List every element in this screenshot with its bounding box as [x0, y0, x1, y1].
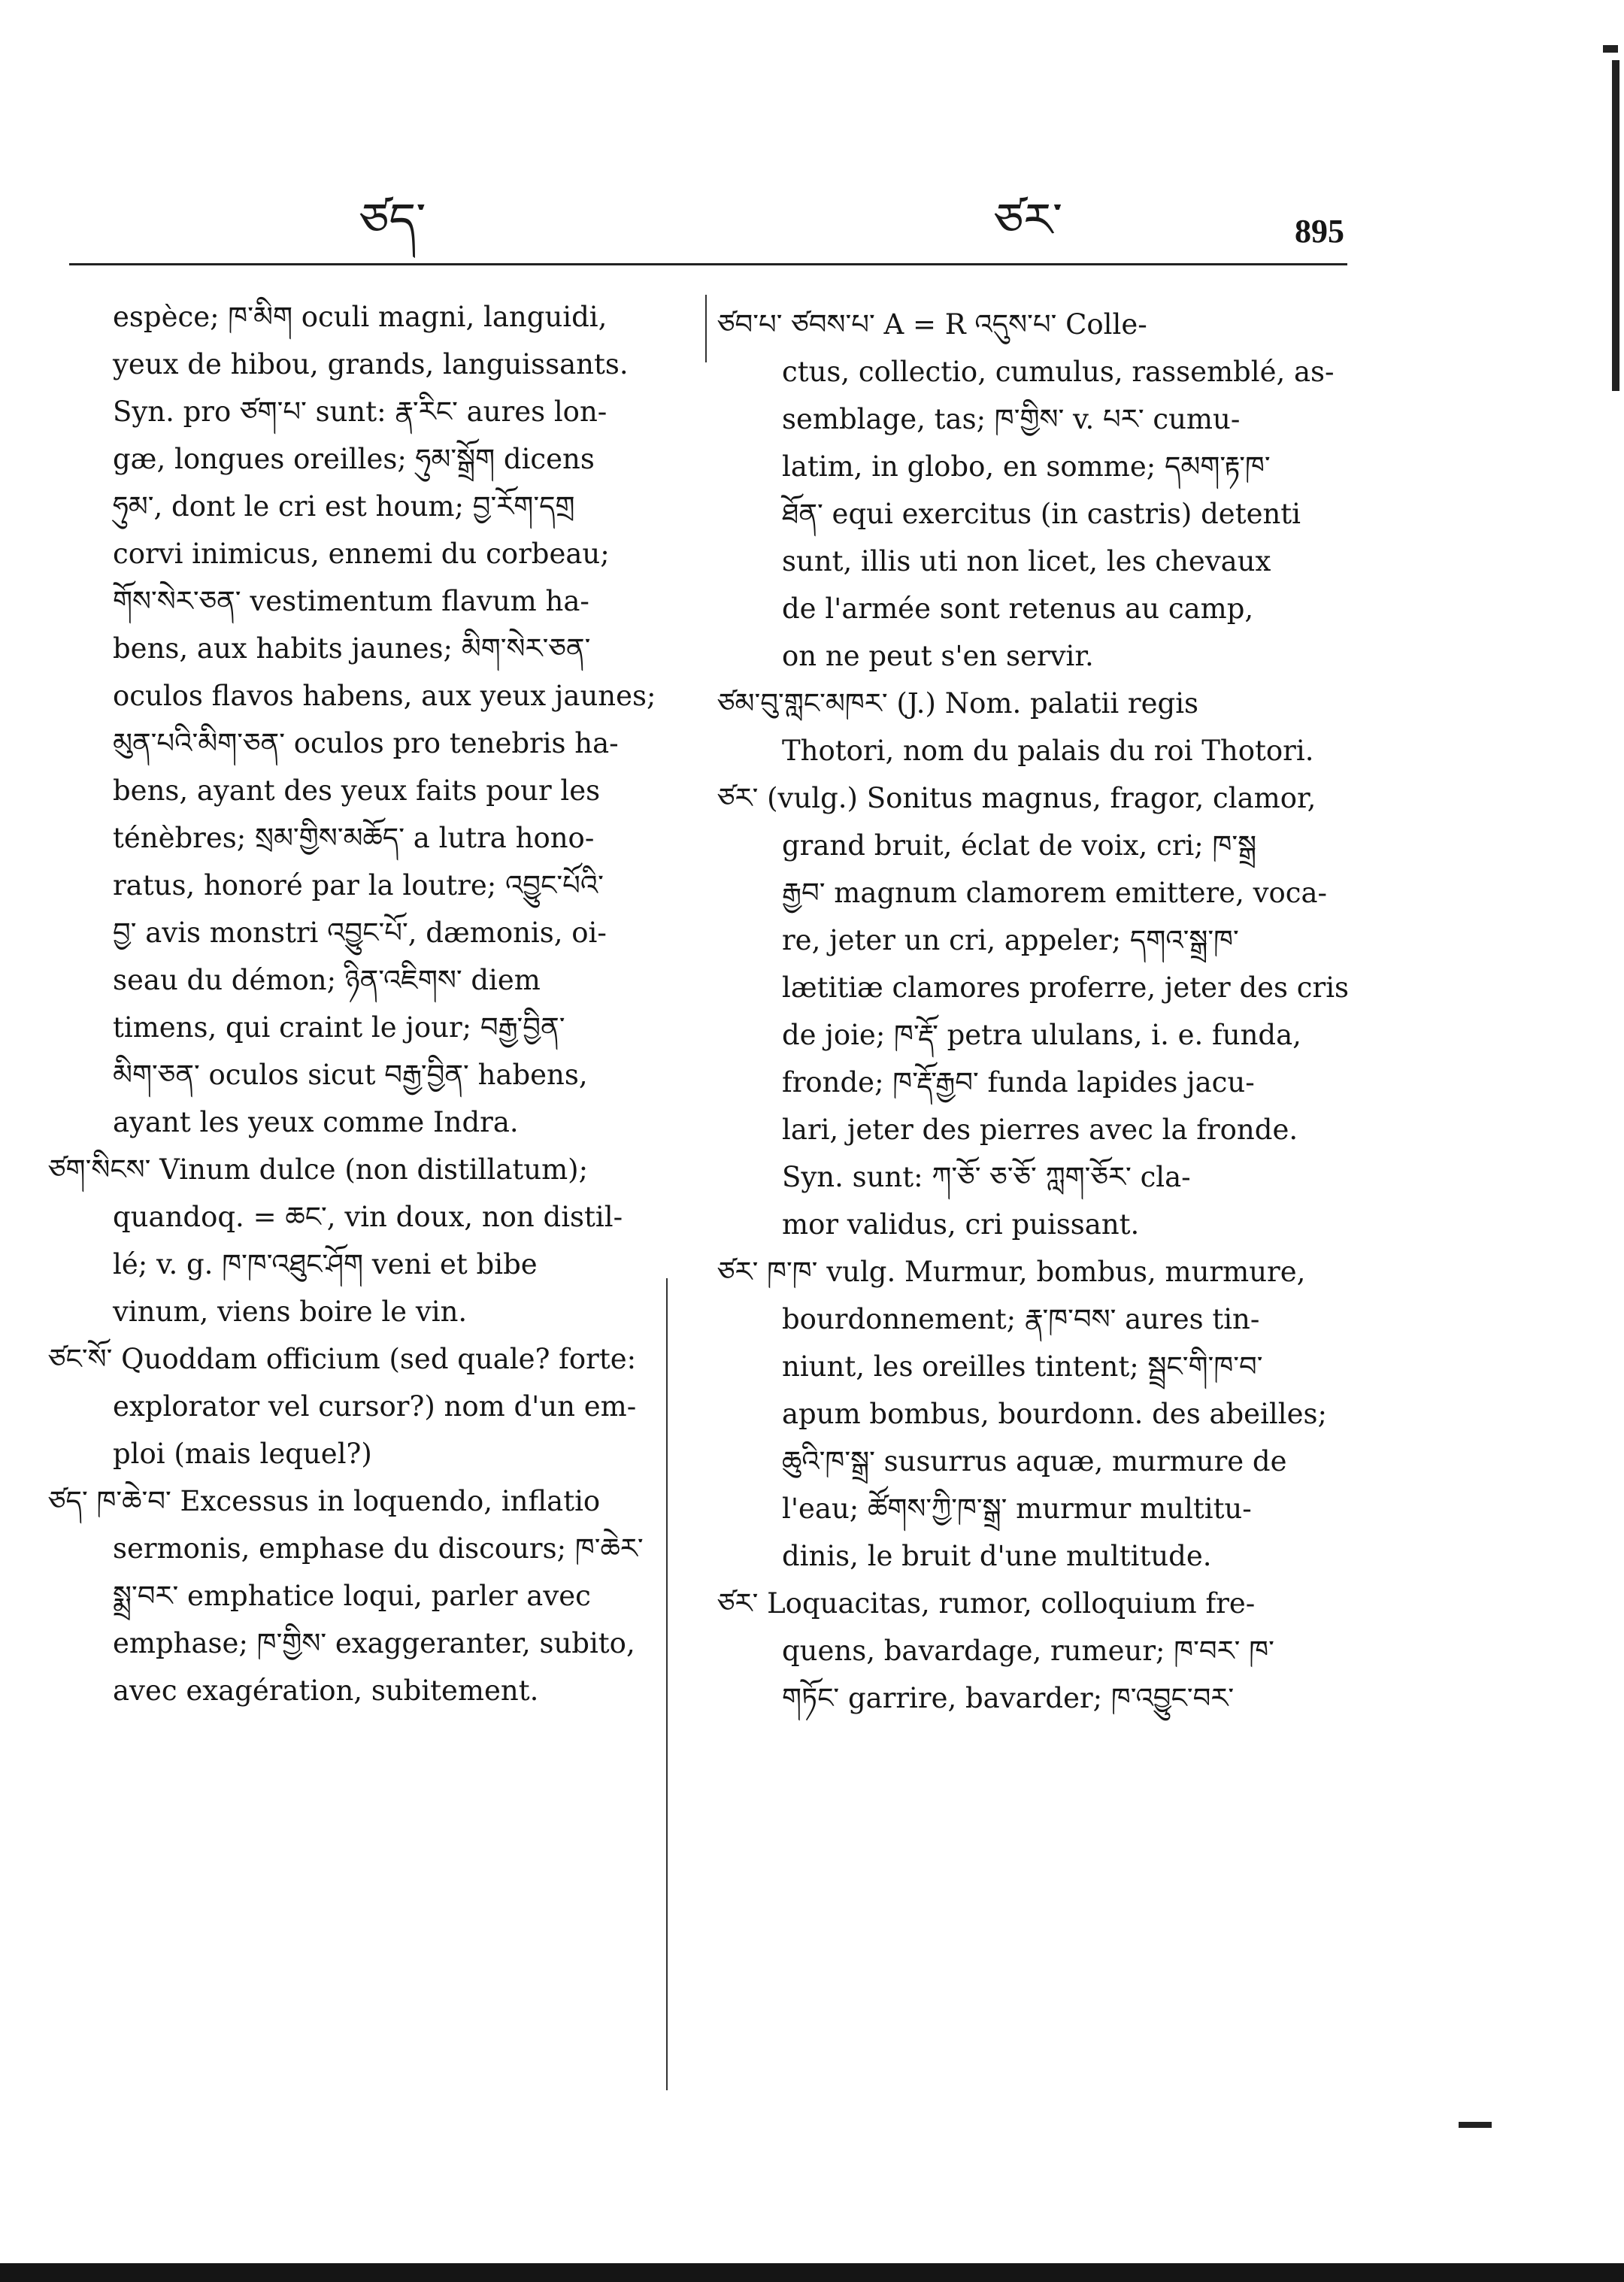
entry-line: de joie; ཁ་རྡོ་ petra ululans, i. e. funda,: [782, 1019, 1301, 1051]
entry-line: fronde; ཁ་རྡོ་རྒྱབ་ funda lapides jacu-: [782, 1066, 1255, 1099]
column-divider-top: [705, 295, 707, 362]
entry-line: sermonis, emphase du discours; ཁ་ཆེར་: [113, 1532, 644, 1565]
entry-line: re, jeter un cri, appeler; དགའ་སྒྲ་ཁ་: [782, 924, 1239, 956]
entry-line: ཆུའི་ཁ་སྒྲ་ susurrus aquæ, murmure de: [782, 1445, 1287, 1477]
entry-line: གོས་སེར་ཅན་ vestimentum flavum ha-: [113, 585, 589, 617]
entry-line: avec exagération, subitement.: [113, 1674, 539, 1707]
entry-line: grand bruit, éclat de voix, cri; ཁ་སྒྲ: [782, 829, 1257, 862]
entry-line: ཙད་ ཁ་ཆེ་བ་ Excessus in loquendo, inflatio: [48, 1485, 601, 1517]
entry-line: gæ, longues oreilles; ཧུམ་སྒྲོག dicens: [113, 443, 595, 475]
left-column: [48, 293, 684, 1714]
entry-line: Syn. sunt: ཀ་ཅོ་ ཅ་ཅོ་ ཀླག་ཅོར་ cla-: [782, 1161, 1191, 1193]
entry-line: མིག་ཅན་ oculos sicut བརྒྱ་བྱིན་ habens,: [113, 1059, 588, 1091]
entry-line: l'eau; ཚོགས་ཀྱི་ཁ་སྒྲ་ murmur multitu-: [782, 1493, 1252, 1525]
edge-mark-lower: [1459, 2122, 1492, 2128]
edge-mark-right: [1612, 60, 1619, 391]
entry-line: གཏོང་ garrire, bavarder; ཁ་འབྱུང་བར་: [782, 1682, 1235, 1714]
entry-line: lari, jeter des pierres avec la fronde.: [782, 1114, 1298, 1146]
entry-line: timens, qui craint le jour; བརྒྱ་བྱིན་: [113, 1011, 565, 1044]
entry-line: dinis, le bruit d'une multitude.: [782, 1540, 1212, 1572]
entry-line: ratus, honoré par la loutre; འབྱུང་པོའི་: [113, 869, 604, 902]
right-column: [717, 301, 1353, 1722]
entry-line: ཐོན་ equi exercitus (in castris) detenti: [782, 498, 1301, 530]
entry-line: bens, aux habits jaunes; མིག་སེར་ཅན་: [113, 632, 591, 665]
entry-line: ཙབ་པ་ ཙབས་པ་ A = R འདུས་པ་ Colle-: [717, 308, 1147, 341]
entry-line: སྨྲ་བར་ emphatice loqui, parler avec: [113, 1580, 591, 1612]
entry-line: ténèbres; སྲམ་གྱིས་མཆོད་ a lutra hono-: [113, 822, 595, 854]
edge-mark-top: [1603, 45, 1618, 53]
header-headword-left: ཙད་: [359, 192, 426, 247]
entry-line: ཙར་ Loquacitas, rumor, colloquium fre-: [717, 1587, 1256, 1620]
entry-line: ཙམ་བུ་གླང་མཁར་ (J.) Nom. palatii regis: [717, 687, 1199, 720]
scan-bottom-edge: [0, 2263, 1624, 2282]
entry-line: bourdonnement; རྣ་ཁ་བས་ aures tin-: [782, 1303, 1260, 1335]
entry-line: explorator vel cursor?) nom d'un em-: [113, 1390, 637, 1423]
entry-line: on ne peut s'en servir.: [782, 640, 1094, 672]
entry-line: Thotori, nom du palais du roi Thotori.: [782, 735, 1314, 767]
entry-line: mor validus, cri puissant.: [782, 1208, 1140, 1241]
entry-line: latim, in globo, en somme; དམག་རྟ་ཁ་: [782, 450, 1271, 483]
entry-line: ཙག་སིངས་ Vinum dulce (non distillatum);: [48, 1153, 589, 1186]
entry-line: མུན་པའི་མིག་ཅན་ oculos pro tenebris ha-: [113, 727, 619, 759]
entry-line: ཙང་སོ་ Quoddam officium (sed quale? forte:: [48, 1343, 637, 1375]
entry-line: lé; v. g. ཁ་ཁ་འཐུང་ཤོག veni et bibe: [113, 1248, 538, 1280]
entry-line: semblage, tas; ཁ་གྱིས་ v. པར་ cumu-: [782, 403, 1241, 435]
entry-line: oculos flavos habens, aux yeux jaunes;: [113, 680, 656, 712]
entry-line: ཧུམ་, dont le cri est houm; བྱ་རོག་དགྲ: [113, 490, 575, 523]
entry-line: ploi (mais lequel?): [113, 1438, 372, 1470]
entry-line: ctus, collectio, cumulus, rassemblé, as-: [782, 356, 1335, 388]
header-headword-center: ཙར་: [994, 192, 1063, 247]
entry-line: Syn. pro ཙག་པ་ sunt: རྣ་རིང་ aures lon-: [113, 395, 607, 428]
entry-line: རྒྱབ་ magnum clamorem emittere, voca-: [782, 877, 1328, 909]
entry-line: seau du démon; ཉིན་འཇིགས་ diem: [113, 964, 541, 996]
entry-line: quandoq. = ཆང་, vin doux, non distil-: [113, 1201, 623, 1233]
entry-line: ཙར་ ཁ་ཁ་ vulg. Murmur, bombus, murmure,: [717, 1256, 1306, 1288]
entry-line: bens, ayant des yeux faits pour les: [113, 774, 601, 807]
entry-line: བྱ་ avis monstri འབྱུང་པོ་, dæmonis, oi-: [113, 917, 607, 949]
entry-line: emphase; ཁ་གྱིས་ exaggeranter, subito,: [113, 1627, 635, 1659]
entry-line: ayant les yeux comme Indra.: [113, 1106, 519, 1138]
entry-line: niunt, les oreilles tintent; སྦྲང་གི་ཁ་བ་: [782, 1350, 1263, 1383]
entry-line: apum bombus, bourdonn. des abeilles;: [782, 1398, 1327, 1430]
entry-line: corvi inimicus, ennemi du corbeau;: [113, 538, 610, 570]
entry-line: de l'armée sont retenus au camp,: [782, 592, 1254, 625]
page-number: 895: [1295, 213, 1344, 250]
entry-line: yeux de hibou, grands, languissants.: [113, 348, 629, 380]
entry-line: lætitiæ clamores proferre, jeter des cris: [782, 971, 1350, 1004]
entry-line: ཙར་ (vulg.) Sonitus magnus, fragor, clamor,: [717, 782, 1316, 814]
header-rule: [69, 263, 1347, 265]
entry-line: vinum, viens boire le vin.: [113, 1296, 468, 1328]
entry-line: quens, bavardage, rumeur; ཁ་བར་ ཁ་: [782, 1635, 1274, 1667]
entry-line: espèce; ཁ་མིག oculi magni, languidi,: [113, 301, 607, 333]
entry-line: sunt, illis uti non licet, les chevaux: [782, 545, 1271, 577]
